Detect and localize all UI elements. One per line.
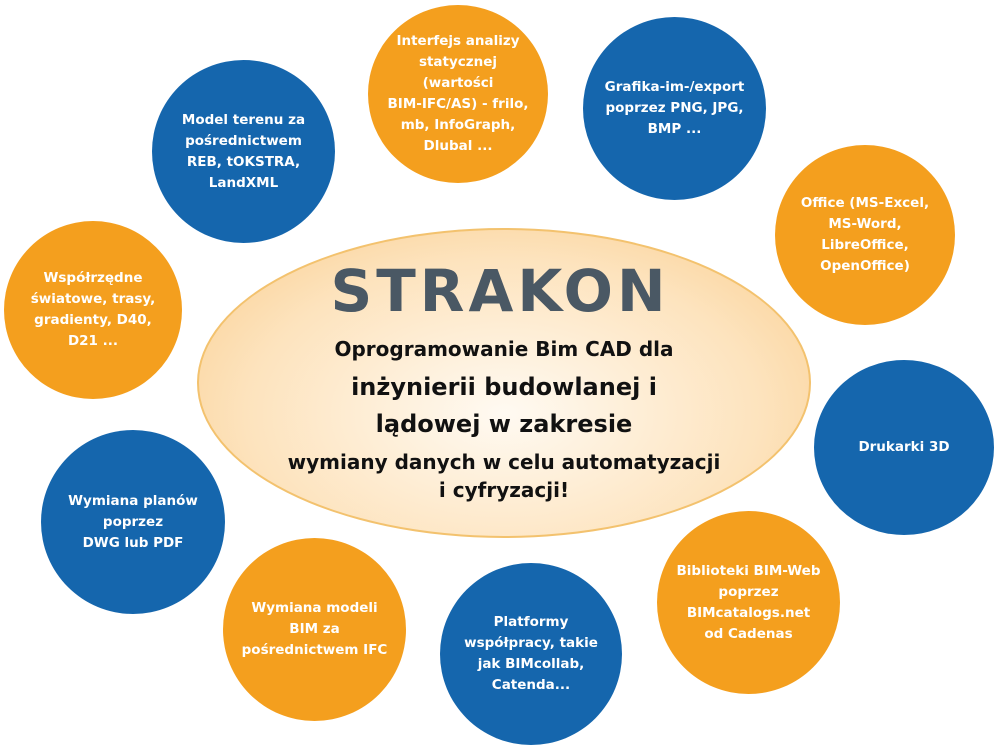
bubble-bim-web-libraries-label: Biblioteki BIM-Web poprzez BIMcatalogs.net od Cadenas <box>676 562 821 642</box>
bubble-3d-printers <box>814 360 994 535</box>
bubble-office-label: Office (MS-Excel, MS-Word, LibreOffice, OpenOffice) <box>800 195 930 274</box>
bubble-bim-model-exchange <box>223 538 406 721</box>
center-text-line-5: i cyfryzacji! <box>438 478 570 502</box>
center-text-line-1: Oprogramowanie Bim CAD dla <box>334 337 674 361</box>
strakon-logo: STRAKON <box>330 257 670 325</box>
bubble-collaboration-platforms <box>440 563 622 745</box>
bubble-plan-exchange <box>41 430 225 614</box>
bubble-graphics-export <box>583 17 766 200</box>
bubble-terrain-model <box>152 60 335 243</box>
bubble-bim-model-exchange-label: Wymiana modeli BIM za pośrednictwem IFC <box>241 600 388 658</box>
bubble-static-analysis <box>368 5 548 183</box>
bubble-world-coordinates-label: Współrzędne światowe, trasy, gradienty, D40, D21 ... <box>30 270 156 349</box>
bubble-collaboration-platforms-label: Platformy współpracy, takie jak BIMcollab, Catenda... <box>464 614 598 693</box>
bubble-plan-exchange-label: Wymiana planów poprzez DWG lub PDF <box>68 492 198 551</box>
center-text-line-4: wymiany danych w celu automatyzacji <box>287 450 721 474</box>
bubble-bim-web-libraries <box>657 511 840 694</box>
bubble-3d-printers-label: Drukarki 3D <box>858 439 950 455</box>
bubble-office <box>775 145 955 325</box>
center-text-line-3: lądowej w zakresie <box>375 410 633 438</box>
center-text-line-2: inżynierii budowlanej i <box>351 373 657 401</box>
bubble-world-coordinates <box>4 221 182 399</box>
bubble-terrain-model-label: Model terenu za pośrednictwem REB, tOKSTRA, LandXML <box>181 111 306 191</box>
bubble-graphics-export-label: Grafika-im-/export poprzez PNG, JPG, BMP ... <box>604 79 745 137</box>
bubble-static-analysis-label: Interfejs analizy statycznej (wartości BIM-IFC/AS) - frilo, mb, InfoGraph, Dlubal ... <box>387 33 529 154</box>
